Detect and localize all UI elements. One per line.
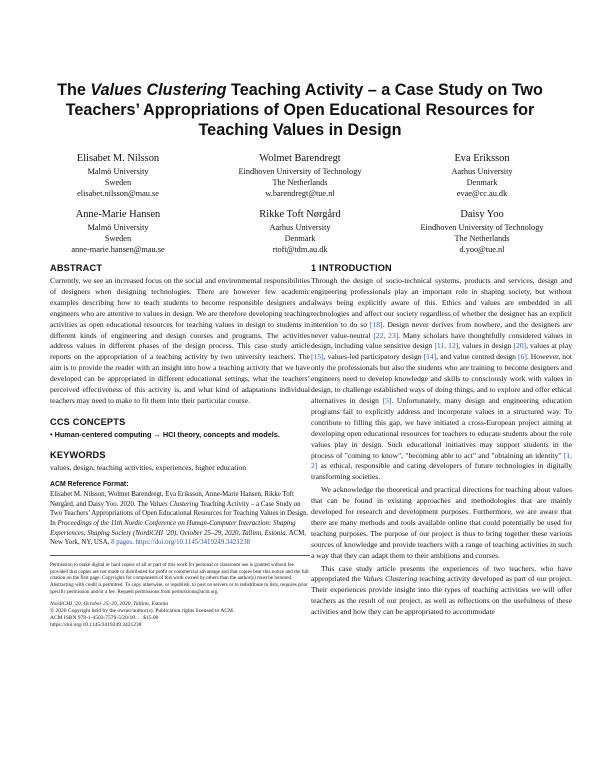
citation-link[interactable]: [5] (382, 395, 392, 405)
paragraph-text: , values-led participatory design (323, 352, 424, 362)
citation-link[interactable]: [22, 23] (373, 330, 399, 340)
acm-reference (50, 480, 310, 548)
ref-text: ACM, New York, NY, USA, (50, 529, 307, 547)
author-country: Denmark (466, 178, 498, 187)
title-line: Teachers’ Appropriations of Open Educational Resources for (65, 101, 535, 119)
abstract-heading: ABSTRACT (50, 263, 103, 273)
permission-notice: Permission to make digital or hard copies of all or part of this work for personal or classroom use is granted without fee provided that copies are not made or distributed for profit or commercial advantage and that copies bear this notice and the full citation on the first page. Copyrights for components of this work owned by others than the author(s) must be honored. Abstracting with credit is permitted. To copy otherwise, or republish, to post on servers or to redistribute to lists, requires prior specific permission and/or a fee. Request permissions from permissions@acm.org. (50, 555, 310, 596)
author-country: Sweden (104, 178, 132, 187)
author-name: Elisabet M. Nilsson (76, 153, 160, 164)
keywords-section (50, 449, 310, 474)
ref-italic: Values Clustering (149, 500, 199, 508)
citation-link[interactable]: [11, 12] (434, 341, 459, 351)
citation-link[interactable]: [1, 2] (311, 450, 572, 471)
left-column (50, 262, 310, 629)
author-country: Sweden (104, 234, 132, 243)
abstract-section (50, 262, 310, 407)
acm-reference-heading: ACM Reference Format: (50, 481, 129, 489)
paragraph-text: . Unfortunately, many design and engineering education programs fail to explicitly address and incorporate values in a structured way. To contribute to filling this gap, we have initiated a cross-European project aiming at developing open educational resources for teachers to educate students about the role values play in design. Such educational initiatives may support students in the process of "coming to know", "becoming able to act" and "obtaining an identity" (311, 395, 572, 460)
ccs-section (50, 416, 310, 441)
activity-name: Values Clustering (363, 574, 418, 584)
citation-link[interactable]: [6] (518, 352, 527, 362)
conference-line (50, 601, 310, 608)
citation-link[interactable]: [18] (369, 319, 383, 329)
paragraph-text: This case study article presents the experiences of two teachers, who have appropriated the (311, 563, 572, 584)
author-country: The Netherlands (272, 178, 328, 187)
author-email[interactable]: elisabet.nilsson@mau.se (77, 189, 159, 198)
author-affiliation: Malmö University (87, 167, 149, 176)
author-card (28, 152, 208, 199)
ref-venue: Proceedings of the 11th Nordic Conference on Human-Computer Interaction: Shaping Experiences, Shaping Society (NordiCHI ’20), October 25–29, 2020, Tallinn, Estonia. (50, 520, 296, 537)
author-name: Eva Eriksson (454, 153, 510, 164)
paper-title (50, 80, 550, 140)
paragraph-text: as ethical, responsible and caring developers of future technologies in digitally transforming societies. (311, 461, 572, 482)
author-email[interactable]: anne-marie.hansen@mau.se (71, 245, 165, 254)
title-italic: Values Clustering (90, 81, 227, 99)
author-affiliation: Eindhoven University of Technology (420, 223, 544, 232)
author-card (392, 152, 572, 199)
intro-paragraph: We acknowledge the theoretical and practical directions for teaching about values that can be found in existing approaches and methodologies that are mainly developed for research and development purposes. Furthermore, we are aware that there are many methods and tools available online that could potentially be used for teaching purposes. The purpose of our project is thus to bring together these various sources of knowledge and provide teachers with a range of teaching activities in such a way that they can adapt them to their ambitions and courses. (311, 485, 572, 560)
author-name: Daisy Yoo (460, 209, 504, 220)
ref-text: Elisabet M. Nilsson, Wolmet Barendregt, Eva Eriksson, Anne-Marie Hansen, Rikke Toft Nørgård, and Daisy Yoo. 2020. The (50, 491, 294, 508)
author-country: The Netherlands (454, 234, 510, 243)
author-name: Rikke Toft Nørgård (259, 209, 341, 220)
isbn-line: ACM ISBN 978-1-4503-7579-5/20/10. . . $15.00 (50, 615, 159, 622)
citation-link[interactable]: [15] (311, 352, 324, 362)
paragraph-text: Through the design of socio-technical systems, products and services, design and engineering professionals play an important role in shaping society, but without always being explicitly aware of this. Ethics and values are embedded in all technologies and affect our society regardless of whether the designer has an explicit intention to do so (311, 276, 572, 329)
paragraph-text: , and value centred design (436, 352, 518, 362)
copyright-block (50, 601, 310, 629)
author-name: Wolmet Barendregt (259, 153, 341, 164)
paragraph-text: . Design never derives from nowhere, and the designers are never value-neutral (311, 319, 572, 340)
keywords-heading: KEYWORDS (50, 450, 106, 461)
title-line: The Values Clustering Teaching Activity – a Case Study on Two (57, 81, 543, 99)
author-affiliation: Aarhus University (451, 167, 513, 176)
citation-link[interactable]: [20] (513, 341, 527, 351)
author-email[interactable]: evae@cc.au.dk (456, 189, 508, 198)
author-country: Denmark (284, 234, 316, 243)
copyright-line: © 2020 Copyright held by the owner/author(s). Publication rights licensed to ACM. (50, 607, 235, 614)
doi-line[interactable]: https://doi.org/10.1145/3419249.3421238 (50, 622, 142, 629)
ccs-text: • Human-centered computing → HCI theory, concepts and models. (50, 429, 280, 439)
paragraph-text: , values at play (526, 341, 573, 351)
author-email[interactable]: w.barendregt@tue.nl (265, 189, 335, 198)
ref-pages: 8 pages. (111, 539, 134, 547)
author-card (28, 208, 208, 255)
author-affiliation: Malmö University (87, 223, 149, 232)
intro-paragraph (311, 276, 572, 483)
abstract-text: Currently, we see an increased focus on the social and environmental responsibilities of designers when designing technologies. There are however few academic examples describing how to teach students to become responsible designers and engineers who are attentive to values in design. We are therefore developing teaching activities as open educational resources for teaching values in design to students in different kinds of engineering and design courses and programs. The activities address values in different phases of the design process. This case study article reports on the appropriation of a teaching activity by two university teachers. The aim is to provide the reader with an insight into how a teaching activity that we have developed can be appropriated in different educational settings, what the teachers’ perceived effectiveness of this activity is, and what kind of adaptations individual teachers may need to make to fit them into their particular course. (50, 276, 310, 405)
author-email[interactable]: rtoft@tdm.au.dk (272, 245, 328, 254)
intro-paragraph (311, 564, 572, 619)
introduction-heading: 1 INTRODUCTION (311, 263, 392, 273)
ref-doi-link[interactable]: https://doi.org/10.1145/3419249.3421238 (135, 539, 251, 547)
author-card (210, 208, 390, 255)
citation-link[interactable]: [14] (423, 352, 437, 362)
author-affiliation: Eindhoven University of Technology (238, 167, 362, 176)
right-column (311, 262, 572, 618)
paragraph-text: . Many scholars have thoughtfully considered values in design, including value sensitive design (311, 330, 572, 351)
author-card (392, 208, 572, 255)
ref-text: Teaching Activity – a Case Study on Two Teachers’ Appropriations of Open Educational Resources for Teaching Values in Design. In (50, 500, 309, 528)
author-card (210, 152, 390, 199)
paragraph-text: teaching activity developed as part of our project. Their experiences provide insight into the types of teaching activities we will offer teachers as the result of our project, as well as reflections on the usefulness of these activities and how they can be appropriated to accommodate (311, 574, 572, 617)
author-name: Anne-Marie Hansen (75, 209, 161, 220)
paragraph-text: . However, not only the professionals but also the students who are training to become designers and engineers need to develop knowledge and skills to consciously work with values in design, to challenge established ways of doing things, and to explore and offer ethical alternatives in design (311, 352, 572, 405)
conference-info: NordiCHI ’20, October 25–29, 2020, Tallinn, Estonia (50, 600, 169, 607)
acm-reference-text (50, 490, 310, 548)
keywords-text: values, design, teaching activities, experiences, higher education (50, 463, 247, 473)
title-line: Teaching Values in Design (198, 121, 402, 139)
paragraph-text: , values in design (458, 341, 514, 351)
author-email[interactable]: d.yoo@tue.nl (459, 245, 505, 254)
ccs-heading: CCS CONCEPTS (50, 416, 126, 427)
author-affiliation: Aarhus University (269, 223, 331, 232)
